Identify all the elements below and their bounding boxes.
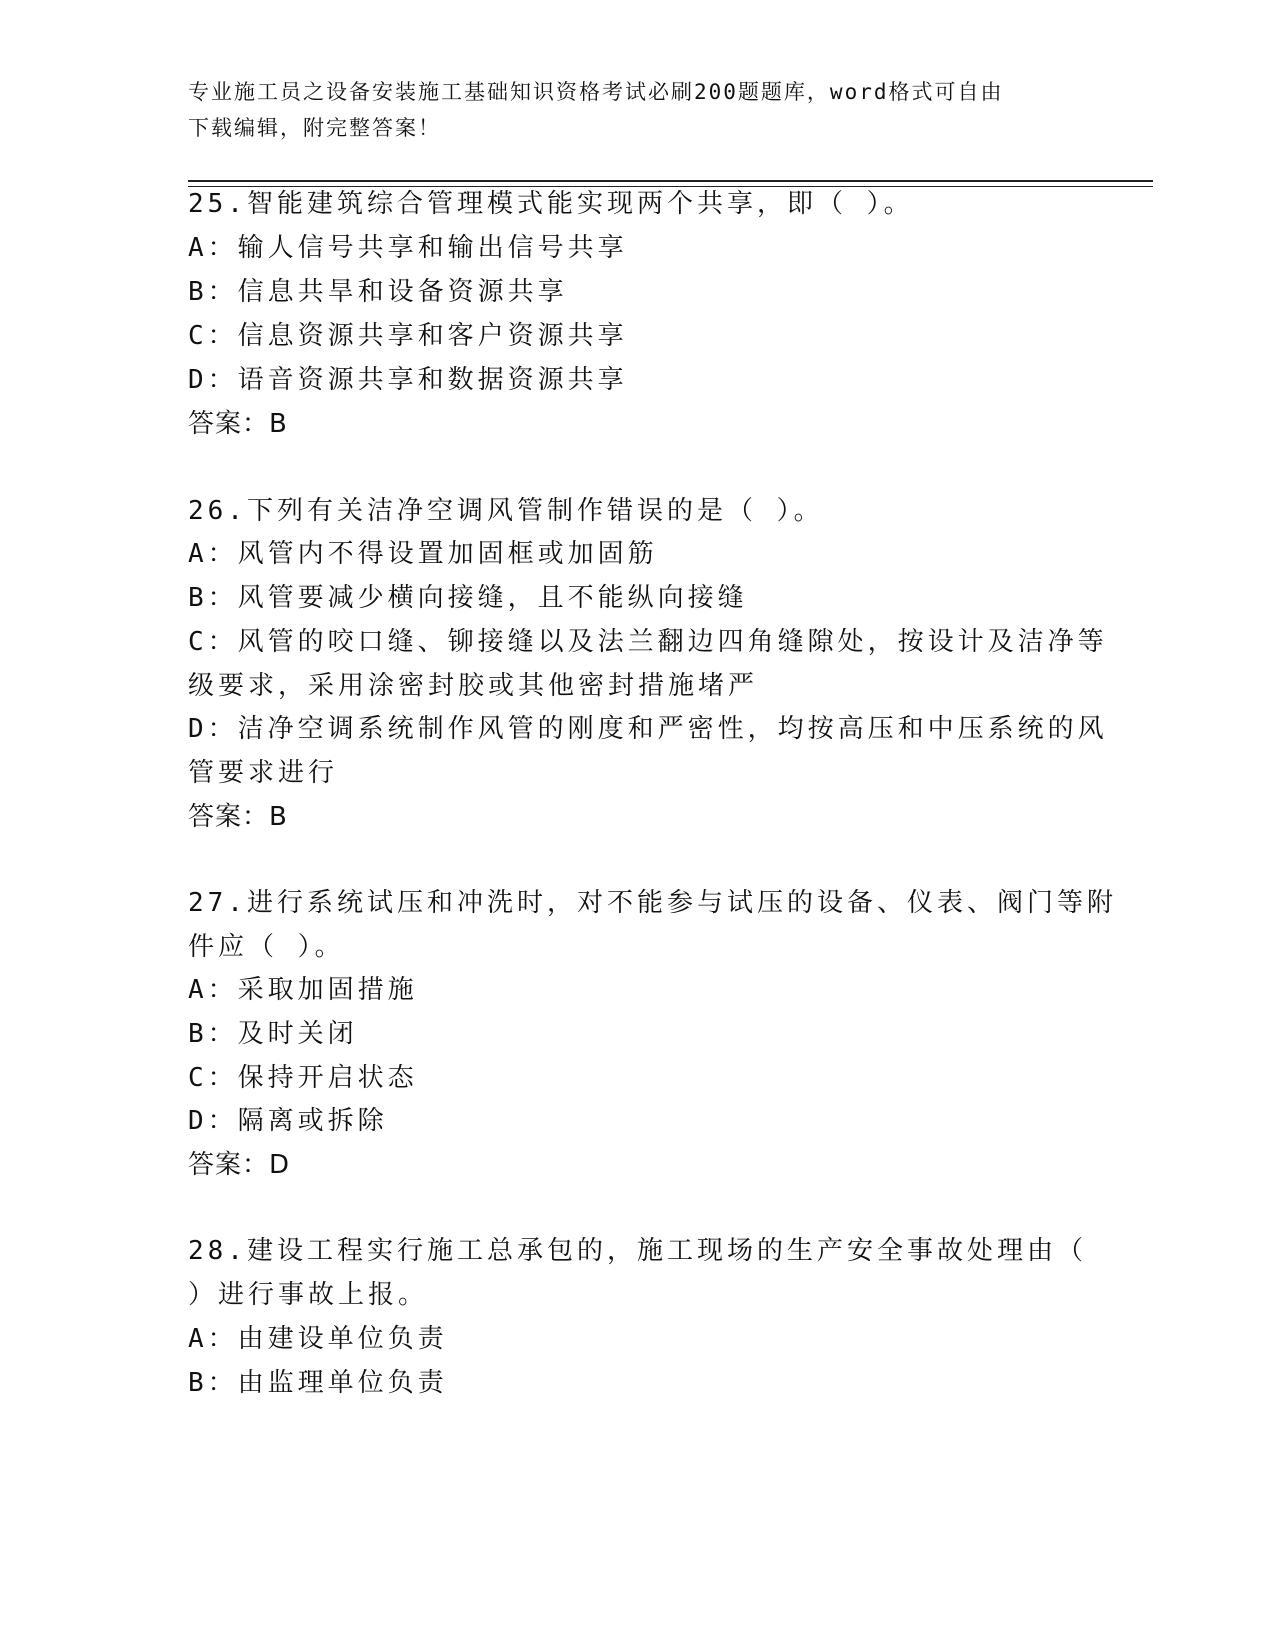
q26-option-c-line-2: 级要求，采用涂密封胶或其他密封措施堵严 [188, 671, 759, 701]
q26-option-c-line-1: C：风管的咬口缝、铆接缝以及法兰翻边四角缝隙处，按设计及洁净等 [188, 627, 1108, 657]
header-line-1: 专业施工员之设备安装施工基础知识资格考试必刷200题题库，word格式可自由 [188, 80, 1004, 104]
q25-option-b: B：信息共旱和设备资源共享 [188, 277, 568, 307]
q26-option-d-line-1: D：洁净空调系统制作风管的刚度和严密性，均按高压和中压系统的风 [188, 714, 1108, 744]
document-header [188, 74, 1088, 146]
q26-stem: 26.下列有关洁净空调风管制作错误的是（ ）。 [188, 496, 824, 526]
q26-option-a: A：风管内不得设置加固框或加固筋 [188, 539, 658, 569]
q27-option-c: C：保持开启状态 [188, 1063, 418, 1093]
q28-option-b: B：由监理单位负责 [188, 1368, 448, 1398]
header-line-2: 下载编辑，附完整答案！ [188, 116, 441, 140]
q28-option-a: A：由建设单位负责 [188, 1324, 448, 1354]
q25-option-d: D：语音资源共享和数据资源共享 [188, 365, 628, 395]
q27-stem-line-1: 27.进行系统试压和冲洗时，对不能参与试压的设备、仪表、阀门等附 [188, 888, 1117, 918]
q27-stem-line-2: 件应（ ）。 [188, 932, 345, 962]
q25-option-c: C：信息资源共享和客户资源共享 [188, 321, 628, 351]
q27-option-a: A：采取加固措施 [188, 975, 418, 1005]
q25-option-a: A：输人信号共享和输出信号共享 [188, 233, 628, 263]
q27-option-d: D：隔离或拆除 [188, 1106, 388, 1136]
q26-option-b: B：风管要减少横向接缝，且不能纵向接缝 [188, 583, 748, 613]
q27-option-b: B：及时关闭 [188, 1019, 358, 1049]
q28-stem-line-2: ）进行事故上报。 [188, 1280, 429, 1310]
q26-answer: 答案：B [188, 802, 288, 832]
q26-option-d-line-2: 管要求进行 [188, 758, 339, 788]
q27-answer: 答案：D [188, 1150, 291, 1180]
q25-stem: 25.智能建筑综合管理模式能实现两个共享，即（ ）。 [188, 189, 914, 219]
q25-answer: 答案：B [188, 409, 288, 439]
q28-stem-line-1: 28.建设工程实行施工总承包的，施工现场的生产安全事故处理由（ [188, 1236, 1087, 1266]
